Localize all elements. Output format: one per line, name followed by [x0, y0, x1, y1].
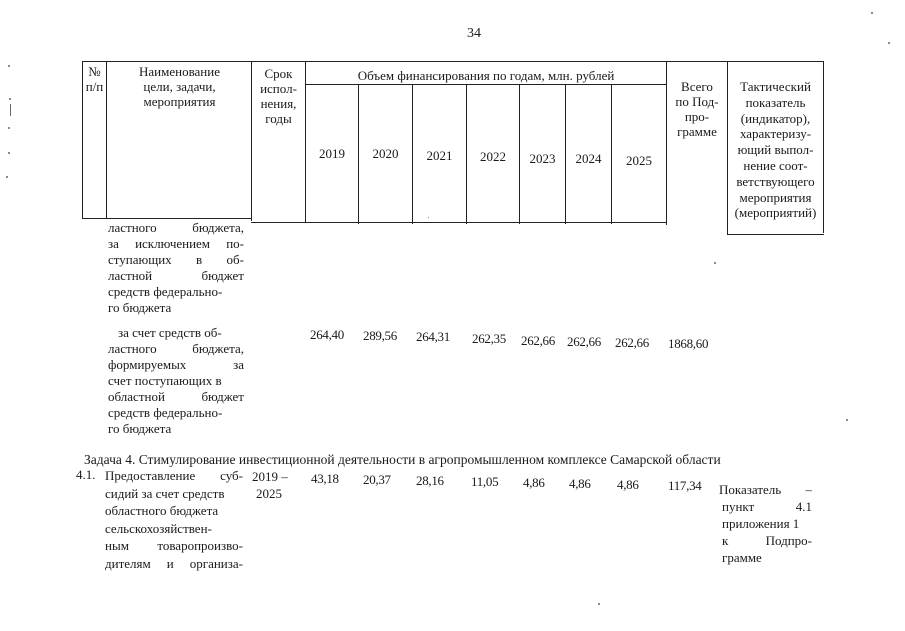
block2-total: 1868,60	[668, 336, 709, 351]
block2-value-2019: 264,40	[310, 327, 344, 342]
block2-value-2024: 262,66	[567, 334, 601, 349]
block2-text: за счет средств об- ластного бюджета, формируемых за счет поступающих в областной бюджет средств федерально- го бюджета	[108, 325, 244, 436]
header-year-2022: 2022	[480, 149, 506, 164]
header-term: Срок испол- нения, годы	[260, 66, 297, 126]
row41-value-2022: 11,05	[471, 474, 499, 489]
page-number: 34	[467, 26, 481, 41]
row41-value-2020: 20,37	[363, 472, 391, 487]
header-no: № п/п	[85, 64, 104, 94]
header-name: Наименование цели, задачи, мероприятия	[139, 64, 220, 109]
row41-value-2024: 4,86	[569, 476, 591, 491]
block2-value-2025: 262,66	[615, 335, 649, 350]
block2-value-2021: 264,31	[416, 329, 450, 344]
header-year-2023: 2023	[529, 151, 556, 166]
header-total: Всего по Под- про- грамме	[675, 79, 719, 139]
task4-title: Задача 4. Стимулирование инвестиционной деятельности в агропромышленном комплексе Самарской области	[84, 452, 721, 467]
row41-total: 117,34	[668, 478, 702, 493]
block2-value-2020: 289,56	[363, 328, 397, 343]
block2-value-2023: 262,66	[521, 333, 555, 348]
row41-value-2025: 4,86	[617, 477, 639, 492]
row41-term: 2019 – 2025	[252, 469, 288, 501]
block1-text: ластного бюджета, за исключением по- ступающих в об- ластной бюджет средств федерально- го бюджета	[108, 220, 244, 315]
row41-value-2023: 4,86	[523, 475, 545, 490]
header-year-2021: 2021	[426, 148, 453, 163]
header-year-2020: 2020	[372, 146, 399, 161]
header-year-2019: 2019	[319, 146, 345, 161]
row41-no: 4.1.	[76, 467, 96, 482]
row41-name: Предоставление суб- сидий за счет средств областного бюджета сельскохозяйствен- ным товаропроизво- дителям и организа-	[105, 468, 243, 571]
row41-value-2021: 28,16	[416, 473, 444, 488]
row41-indicator: Показатель – пункт 4.1 приложения 1 к Подпро- грамме	[719, 482, 812, 565]
block2-value-2022: 262,35	[472, 331, 506, 346]
header-year-2025: 2025	[626, 153, 652, 168]
header-indicator: Тактический показатель (индикатор), характеризу- ющий выпол- нение соот- ветствующего мероприятия (мероприятий)	[734, 79, 817, 221]
row41-value-2019: 43,18	[311, 471, 339, 486]
header-funding-title: Объем финансирования по годам, млн. рублей	[357, 68, 615, 83]
header-year-2024: 2024	[575, 151, 602, 166]
